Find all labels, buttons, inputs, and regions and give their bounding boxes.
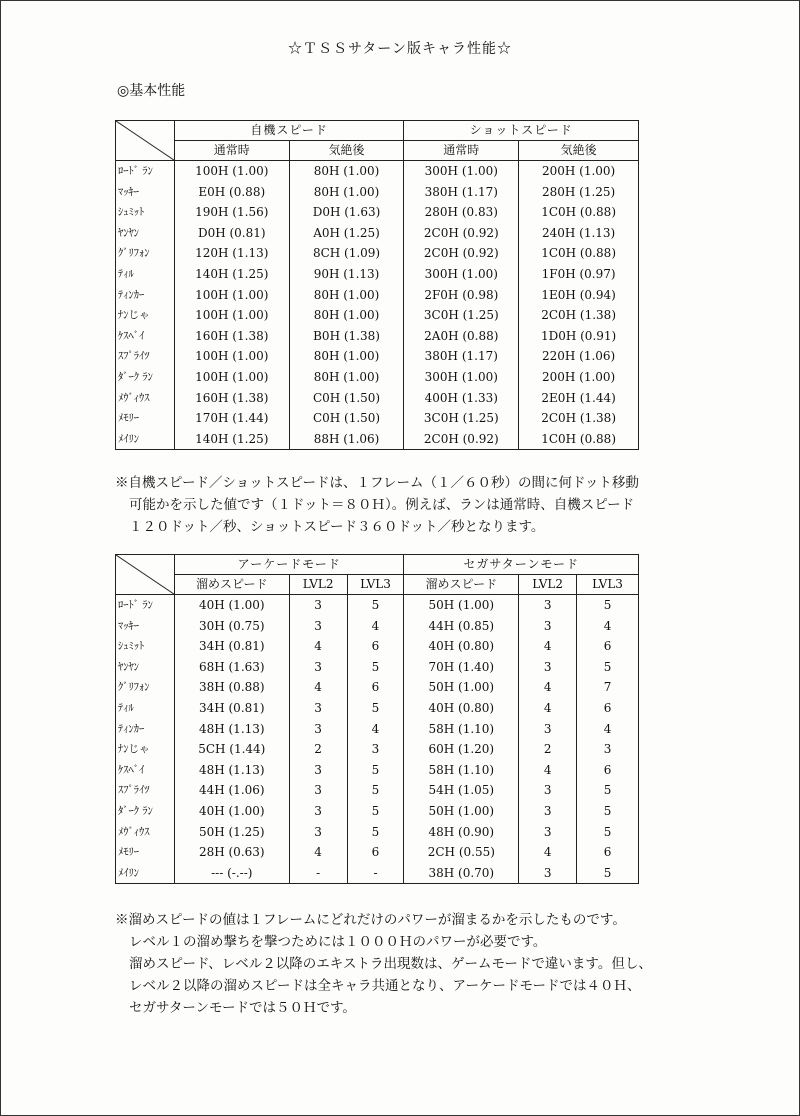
- table-row: [116, 719, 639, 740]
- value-cell: 90H (1.13): [289, 264, 404, 285]
- value-cell: 6: [577, 698, 639, 719]
- value-cell: E0H (0.88): [174, 182, 289, 203]
- character-name: ﾛｰﾄﾞ ﾗﾝ: [116, 161, 175, 182]
- value-cell: 4: [519, 677, 577, 698]
- table-row: [116, 285, 639, 306]
- group-header-shot-speed: ショットスピード: [404, 121, 639, 141]
- value-cell: 100H (1.00): [174, 346, 289, 367]
- character-name: ｼｭﾐｯﾄ: [116, 202, 175, 223]
- value-cell: 120H (1.13): [174, 243, 289, 264]
- value-cell: 70H (1.40): [404, 657, 519, 678]
- value-cell: 300H (1.00): [404, 367, 519, 388]
- value-cell: 1C0H (0.88): [519, 429, 639, 450]
- value-cell: 48H (1.13): [174, 719, 289, 740]
- value-cell: 54H (1.05): [404, 780, 519, 801]
- value-cell: 5: [577, 863, 639, 884]
- value-cell: 30H (0.75): [174, 616, 289, 637]
- character-name: ｸﾞﾘﾌｫﾝ: [116, 677, 175, 698]
- table-row: [116, 760, 639, 781]
- value-cell: 3: [519, 657, 577, 678]
- value-cell: 6: [347, 842, 404, 863]
- note-line: セガサターンモードでは５０Ｈです。: [129, 1000, 356, 1016]
- value-cell: 280H (1.25): [519, 182, 639, 203]
- value-cell: 48H (1.13): [174, 760, 289, 781]
- value-cell: 80H (1.00): [289, 346, 404, 367]
- value-cell: 1D0H (0.91): [519, 326, 639, 347]
- subheader-stunned: 気絶後: [289, 141, 404, 161]
- value-cell: 100H (1.00): [174, 305, 289, 326]
- character-name: ﾏｯｷｰ: [116, 182, 175, 203]
- value-cell: 2C0H (1.38): [519, 408, 639, 429]
- value-cell: 4: [289, 842, 347, 863]
- table-row: [116, 616, 639, 637]
- character-name: ﾒｲﾘﾝ: [116, 429, 175, 450]
- table-row: [116, 305, 639, 326]
- character-name: ﾒｲﾘﾝ: [116, 863, 175, 884]
- value-cell: 38H (0.88): [174, 677, 289, 698]
- value-cell: 3: [577, 739, 639, 760]
- value-cell: 240H (1.13): [519, 223, 639, 244]
- value-cell: 280H (0.83): [404, 202, 519, 223]
- note-line: レベル１の溜め撃ちを撃つためには１０００Ｈのパワーが必要です。: [129, 934, 547, 950]
- value-cell: 68H (1.63): [174, 657, 289, 678]
- group-header-arcade-mode: アーケードモード: [174, 555, 404, 575]
- value-cell: 380H (1.17): [404, 182, 519, 203]
- value-cell: 48H (0.90): [404, 822, 519, 843]
- value-cell: 50H (1.00): [404, 677, 519, 698]
- value-cell: 80H (1.00): [289, 161, 404, 182]
- character-name: ｽﾌﾟﾗｲﾂ: [116, 780, 175, 801]
- character-name: ﾀﾞｰｸ ﾗﾝ: [116, 367, 175, 388]
- character-name: ｼｭﾐｯﾄ: [116, 636, 175, 657]
- table-row: [116, 408, 639, 429]
- value-cell: 140H (1.25): [174, 429, 289, 450]
- value-cell: 40H (1.00): [174, 595, 289, 616]
- table-row: [116, 595, 639, 616]
- table-row: [116, 801, 639, 822]
- value-cell: 5: [577, 657, 639, 678]
- value-cell: 100H (1.00): [174, 285, 289, 306]
- value-cell: 28H (0.63): [174, 842, 289, 863]
- table-row: [116, 698, 639, 719]
- table-row: [116, 822, 639, 843]
- value-cell: 3: [519, 595, 577, 616]
- table-row: [116, 842, 639, 863]
- value-cell: 44H (0.85): [404, 616, 519, 637]
- table-corner-cell: [116, 555, 175, 595]
- character-name: ﾔﾝﾔﾝ: [116, 223, 175, 244]
- value-cell: 6: [347, 677, 404, 698]
- subheader-charge-speed: 溜めスピード: [404, 575, 519, 595]
- table-row: [116, 739, 639, 760]
- table-row: [116, 202, 639, 223]
- value-cell: 34H (0.81): [174, 636, 289, 657]
- value-cell: C0H (1.50): [289, 388, 404, 409]
- value-cell: 5: [347, 822, 404, 843]
- value-cell: -: [289, 863, 347, 884]
- value-cell: 6: [347, 636, 404, 657]
- value-cell: 3: [289, 616, 347, 637]
- value-cell: 3: [519, 863, 577, 884]
- character-name: ﾃｨﾝｶｰ: [116, 285, 175, 306]
- table-row: [116, 223, 639, 244]
- value-cell: 50H (1.00): [404, 595, 519, 616]
- character-name: ﾀﾞｰｸ ﾗﾝ: [116, 801, 175, 822]
- table-row: [116, 677, 639, 698]
- value-cell: 3: [289, 822, 347, 843]
- value-cell: 3: [289, 719, 347, 740]
- value-cell: 4: [519, 760, 577, 781]
- value-cell: 3: [519, 801, 577, 822]
- table-header-row: [116, 121, 639, 141]
- character-name: ﾔﾝﾔﾝ: [116, 657, 175, 678]
- table-row: [116, 161, 639, 182]
- value-cell: 380H (1.17): [404, 346, 519, 367]
- value-cell: 80H (1.00): [289, 305, 404, 326]
- character-name: ｽﾌﾟﾗｲﾂ: [116, 346, 175, 367]
- value-cell: 5: [347, 780, 404, 801]
- value-cell: 300H (1.00): [404, 161, 519, 182]
- note-line: １２０ドット／秒、ショットスピード３６０ドット／秒となります。: [129, 519, 545, 535]
- value-cell: 5: [347, 657, 404, 678]
- group-header-ship-speed: 自機スピード: [174, 121, 404, 141]
- value-cell: 40H (1.00): [174, 801, 289, 822]
- character-name: ﾅﾝじゃ: [116, 305, 175, 326]
- table-corner-cell: [116, 121, 175, 161]
- value-cell: 5: [347, 801, 404, 822]
- speed-note: [115, 472, 639, 538]
- value-cell: 140H (1.25): [174, 264, 289, 285]
- page-title: ☆ＴＳＳサターン版キャラ性能☆: [287, 41, 513, 57]
- character-name: ｸﾞﾘﾌｫﾝ: [116, 243, 175, 264]
- charge-note: [115, 909, 652, 1019]
- value-cell: 2C0H (0.92): [404, 429, 519, 450]
- value-cell: 3: [289, 760, 347, 781]
- character-name: ﾃｨﾝｶｰ: [116, 719, 175, 740]
- note-line: レベル２以降の溜めスピードは全キャラ共通となり、アーケードモードでは４０Ｈ、: [129, 978, 641, 994]
- value-cell: 4: [519, 698, 577, 719]
- value-cell: 3: [289, 657, 347, 678]
- value-cell: D0H (0.81): [174, 223, 289, 244]
- character-name: ｹｽﾍﾞｲ: [116, 760, 175, 781]
- value-cell: 2C0H (1.38): [519, 305, 639, 326]
- value-cell: 6: [577, 636, 639, 657]
- value-cell: 58H (1.10): [404, 760, 519, 781]
- table-row: [116, 636, 639, 657]
- value-cell: -: [347, 863, 404, 884]
- note-line: ※溜めスピードの値は１フレームにどれだけのパワーが溜まるかを示したものです。: [115, 912, 626, 928]
- table-row: [116, 657, 639, 678]
- character-name: ﾒｳﾞｨｳｽ: [116, 388, 175, 409]
- value-cell: 3: [347, 739, 404, 760]
- table-subheader-row: [116, 141, 639, 161]
- group-header-saturn-mode: セガサターンモード: [404, 555, 639, 575]
- value-cell: 3: [289, 780, 347, 801]
- value-cell: 5: [577, 595, 639, 616]
- value-cell: 4: [347, 616, 404, 637]
- value-cell: 300H (1.00): [404, 264, 519, 285]
- value-cell: 2A0H (0.88): [404, 326, 519, 347]
- subheader-lvl2: LVL2: [289, 575, 347, 595]
- value-cell: 5: [347, 595, 404, 616]
- value-cell: 60H (1.20): [404, 739, 519, 760]
- subheader-lvl3: LVL3: [347, 575, 404, 595]
- table-row: [116, 243, 639, 264]
- note-line: ※自機スピード／ショットスピードは、１フレーム（１／６０秒）の間に何ドット移動: [115, 475, 639, 491]
- table-row: [116, 780, 639, 801]
- value-cell: --- (-.--): [174, 863, 289, 884]
- value-cell: 5: [347, 760, 404, 781]
- value-cell: 1C0H (0.88): [519, 202, 639, 223]
- value-cell: 3: [519, 822, 577, 843]
- value-cell: C0H (1.50): [289, 408, 404, 429]
- value-cell: 2C0H (0.92): [404, 243, 519, 264]
- subheader-lvl3: LVL3: [577, 575, 639, 595]
- table-row: [116, 367, 639, 388]
- charge-table: [115, 554, 639, 884]
- value-cell: 2: [519, 739, 577, 760]
- table-row: [116, 863, 639, 884]
- value-cell: 1E0H (0.94): [519, 285, 639, 306]
- character-name: ﾃｨﾙ: [116, 698, 175, 719]
- value-cell: 44H (1.06): [174, 780, 289, 801]
- value-cell: 3: [519, 616, 577, 637]
- table-subheader-row: [116, 575, 639, 595]
- value-cell: 200H (1.00): [519, 367, 639, 388]
- value-cell: 3: [519, 719, 577, 740]
- note-line: 可能かを示した値です（１ドット＝８０Ｈ）。例えば、ランは通常時、自機スピード: [129, 497, 635, 513]
- value-cell: 3C0H (1.25): [404, 305, 519, 326]
- value-cell: 160H (1.38): [174, 388, 289, 409]
- character-name: ﾛｰﾄﾞ ﾗﾝ: [116, 595, 175, 616]
- table-row: [116, 182, 639, 203]
- character-name: ﾃｨﾙ: [116, 264, 175, 285]
- character-name: ﾒﾓﾘｰ: [116, 842, 175, 863]
- value-cell: 5: [577, 801, 639, 822]
- character-name: ｹｽﾍﾞｲ: [116, 326, 175, 347]
- value-cell: 38H (0.70): [404, 863, 519, 884]
- value-cell: 50H (1.25): [174, 822, 289, 843]
- value-cell: 4: [289, 636, 347, 657]
- value-cell: 2E0H (1.44): [519, 388, 639, 409]
- value-cell: 160H (1.38): [174, 326, 289, 347]
- subheader-charge-speed: 溜めスピード: [174, 575, 289, 595]
- subheader-normal: 通常時: [404, 141, 519, 161]
- value-cell: 2C0H (0.92): [404, 223, 519, 244]
- value-cell: 2CH (0.55): [404, 842, 519, 863]
- value-cell: 40H (0.80): [404, 698, 519, 719]
- character-name: ﾅﾝじゃ: [116, 739, 175, 760]
- character-name: ﾒﾓﾘｰ: [116, 408, 175, 429]
- value-cell: 5CH (1.44): [174, 739, 289, 760]
- value-cell: 1F0H (0.97): [519, 264, 639, 285]
- table-row: [116, 388, 639, 409]
- value-cell: 4: [347, 719, 404, 740]
- value-cell: 40H (0.80): [404, 636, 519, 657]
- table-row: [116, 326, 639, 347]
- table-row: [116, 346, 639, 367]
- value-cell: A0H (1.25): [289, 223, 404, 244]
- note-line: 溜めスピード、レベル２以降のエキストラ出現数は、ゲームモードで違います。但し、: [129, 956, 652, 972]
- value-cell: 80H (1.00): [289, 367, 404, 388]
- value-cell: 80H (1.00): [289, 182, 404, 203]
- character-name: ﾒｳﾞｨｳｽ: [116, 822, 175, 843]
- value-cell: 58H (1.10): [404, 719, 519, 740]
- value-cell: 100H (1.00): [174, 367, 289, 388]
- value-cell: 4: [577, 719, 639, 740]
- value-cell: 5: [577, 822, 639, 843]
- value-cell: 2F0H (0.98): [404, 285, 519, 306]
- value-cell: 80H (1.00): [289, 285, 404, 306]
- value-cell: 7: [577, 677, 639, 698]
- table-row: [116, 264, 639, 285]
- table-header-row: [116, 555, 639, 575]
- value-cell: 3: [289, 698, 347, 719]
- value-cell: 4: [519, 636, 577, 657]
- value-cell: 6: [577, 760, 639, 781]
- value-cell: 4: [289, 677, 347, 698]
- subheader-stunned: 気絶後: [519, 141, 639, 161]
- table-row: [116, 429, 639, 450]
- value-cell: 3: [289, 801, 347, 822]
- value-cell: 400H (1.33): [404, 388, 519, 409]
- value-cell: 5: [347, 698, 404, 719]
- value-cell: B0H (1.38): [289, 326, 404, 347]
- value-cell: 88H (1.06): [289, 429, 404, 450]
- subheader-lvl2: LVL2: [519, 575, 577, 595]
- value-cell: 50H (1.00): [404, 801, 519, 822]
- value-cell: 2: [289, 739, 347, 760]
- value-cell: 100H (1.00): [174, 161, 289, 182]
- value-cell: 3: [519, 780, 577, 801]
- value-cell: 190H (1.56): [174, 202, 289, 223]
- value-cell: 3: [289, 595, 347, 616]
- value-cell: 34H (0.81): [174, 698, 289, 719]
- section-title: ◎基本性能: [117, 83, 186, 99]
- value-cell: 170H (1.44): [174, 408, 289, 429]
- value-cell: 4: [519, 842, 577, 863]
- value-cell: 200H (1.00): [519, 161, 639, 182]
- value-cell: 5: [577, 780, 639, 801]
- value-cell: 8CH (1.09): [289, 243, 404, 264]
- value-cell: 6: [577, 842, 639, 863]
- character-name: ﾏｯｷｰ: [116, 616, 175, 637]
- value-cell: 1C0H (0.88): [519, 243, 639, 264]
- subheader-normal: 通常時: [174, 141, 289, 161]
- value-cell: 220H (1.06): [519, 346, 639, 367]
- value-cell: D0H (1.63): [289, 202, 404, 223]
- value-cell: 3C0H (1.25): [404, 408, 519, 429]
- value-cell: 4: [577, 616, 639, 637]
- speed-table: [115, 120, 639, 450]
